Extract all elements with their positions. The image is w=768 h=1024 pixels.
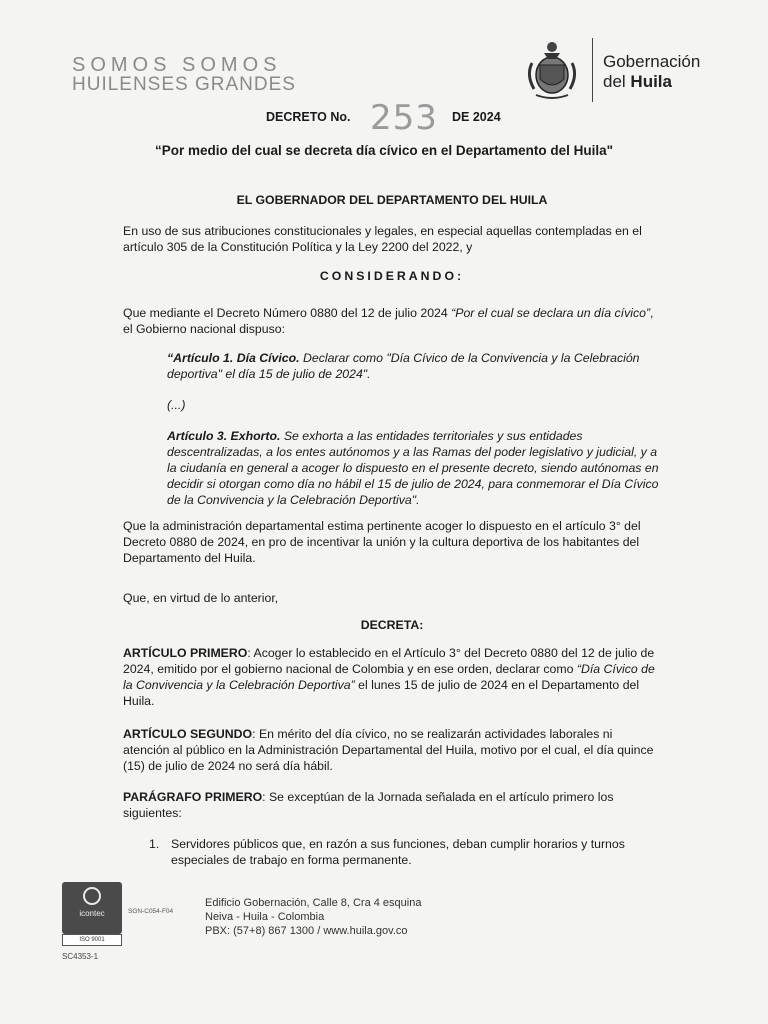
gov-line-1: Gobernación xyxy=(603,52,701,71)
articulo-primero-part-a: : Acoger lo establecido en el Artículo 3° del Decreto 0880 del 12 de julio de 2024, emitido por el gobierno nacional de Colombia y en ese orden, declarar como xyxy=(123,646,655,676)
decreto-number: 253 xyxy=(370,98,438,138)
quoted-article-1 xyxy=(167,350,659,382)
consid1-part-c: , el Gobierno nacional dispuso: xyxy=(123,306,654,336)
governor-heading: EL GOBERNADOR DEL DEPARTAMENTO DEL HUILA xyxy=(236,193,548,207)
gobernacion-logo-text xyxy=(603,52,700,92)
intro-paragraph: En uso de sus atribuciones constitucionales y legales, en especial aquellas contempladas en el artículo 305 de la Constitución Política y la Ley 2200 del 2022, y xyxy=(123,224,642,254)
quoted-article-3 xyxy=(167,428,659,508)
address-line-2: Neiva - Huila - Colombia xyxy=(205,911,325,923)
considerando-heading: CONSIDERANDO: xyxy=(319,269,465,283)
considerando-paragraph-3: Que, en virtud de lo anterior, xyxy=(123,591,279,605)
gov-line-2-prefix: del xyxy=(603,72,631,91)
decreta-heading: DECRETA: xyxy=(360,618,424,632)
article-3-text: Se exhorta a las entidades territoriales y sus entidades descentralizadas, a los entes autónomos y a las Ramas del poder legislativo y judicial, y a la ciudanía en general a acoger lo dispuesto en el presente decreto, siendo autónomas en decidir si otorgan como día no hábil el 15 de julio de 2024, para conmemorar el Día Cívico de la Convivencia y la Celebración Deportiva". xyxy=(167,429,659,507)
footer-address xyxy=(205,896,421,938)
slogan-line-1: SOMOS SOMOS xyxy=(72,54,282,76)
article-1-text: Declarar como "Día Cívico de la Convivencia y la Celebración deportiva" el día 15 de julio de 2024". xyxy=(167,351,640,381)
articulo-segundo xyxy=(123,726,661,774)
paragrafo-primero-text: : Se exceptúan de la Jornada señalada en el artículo primero los siguientes: xyxy=(123,790,614,820)
coat-of-arms-icon xyxy=(518,35,586,103)
articulo-primero-label: ARTÍCULO PRIMERO xyxy=(123,646,248,660)
decreto-label: DECRETO No. xyxy=(266,110,351,124)
articulo-segundo-label: ARTÍCULO SEGUNDO xyxy=(123,727,253,741)
articulo-primero xyxy=(123,645,661,709)
form-code: SGN-C054-F04 xyxy=(128,908,174,915)
slogan-line-2: HUILENSES GRANDES xyxy=(72,74,296,95)
articulo-segundo-text: : En mérito del día cívico, no se realizarán actividades laborales ni atención al público en la Administración Departamental del Huila, motivo por el cual, el día quince (15) de julio de 2024 no será día hábil. xyxy=(123,727,654,773)
header-divider xyxy=(592,38,593,102)
certificate-code: SC4353-1 xyxy=(62,952,99,961)
iso-label: ISO 9001 xyxy=(62,934,122,946)
consid1-decree-title: “Por el cual se declara un día cívico” xyxy=(451,306,651,320)
gov-line-2 xyxy=(603,72,700,92)
quoted-ellipsis: (...) xyxy=(167,398,186,412)
list-item-number: 1. xyxy=(149,837,160,851)
decreto-year: DE 2024 xyxy=(452,110,501,124)
icontec-certification-logo xyxy=(62,882,122,934)
articulo-primero-day-name: “Día Cívico de la Convivencia y la Celebración Deportiva” xyxy=(123,662,655,692)
considerando-paragraph-2: Que la administración departamental estima pertinente acoger lo dispuesto en el artículo 3° del Decreto 0880 de 2024, en pro de incentivar la unión y la cultura deportiva de los habitantes del Departamento del Huila. xyxy=(123,519,641,565)
slogan-logo xyxy=(72,55,296,95)
paragrafo-primero xyxy=(123,789,661,821)
document-title: “Por medio del cual se decreta día cívico en el Departamento del Huila" xyxy=(154,143,614,158)
decreto-number-line xyxy=(0,98,768,138)
article-3-heading: Artículo 3. Exhorto. xyxy=(167,429,281,443)
paragrafo-primero-label: PARÁGRAFO PRIMERO xyxy=(123,790,263,804)
consid1-part-a: Que mediante el Decreto Número 0880 del 12 de julio 2024 xyxy=(123,306,452,320)
address-line-1: Edificio Gobernación, Calle 8, Cra 4 esquina xyxy=(205,897,422,909)
articulo-primero-part-c: el lunes 15 de julio de 2024 en el Departamento del Huila. xyxy=(123,678,640,708)
list-item-text: Servidores públicos que, en razón a sus funciones, deban cumplir horarios y turnos especiales de trabajo en forma permanente. xyxy=(171,837,625,867)
article-1-heading: “Artículo 1. Día Cívico. xyxy=(167,351,300,365)
address-line-3: PBX: (57+8) 867 1300 / www.huila.gov.co xyxy=(205,925,408,937)
gov-line-2-bold: Huila xyxy=(630,72,672,91)
icontec-circle-icon xyxy=(83,887,101,905)
icontec-label: icontec xyxy=(79,909,105,918)
considerando-paragraph-1 xyxy=(123,305,661,337)
list-item xyxy=(149,836,661,868)
